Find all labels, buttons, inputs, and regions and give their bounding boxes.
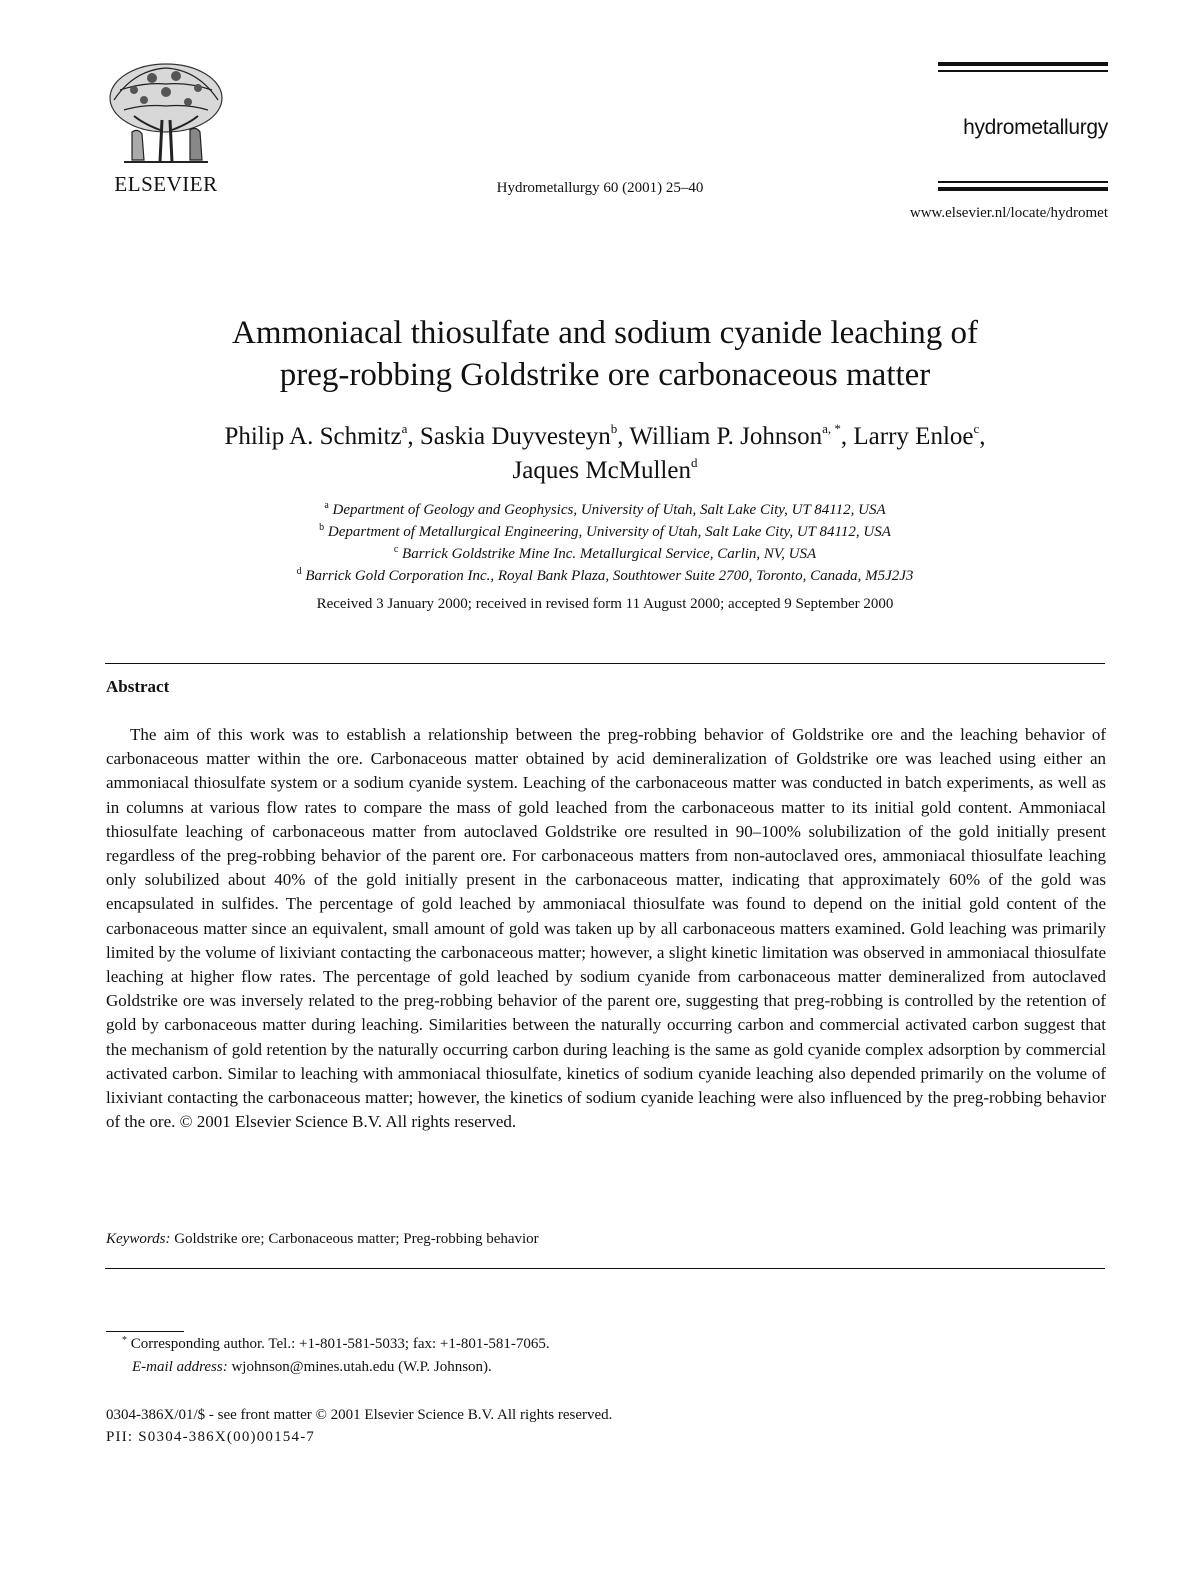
- affiliation-item: $^b$ Department of Metallurgical Engineering, University of Utah, Salt Lake City, UT 84112, USA: [319, 522, 891, 540]
- article-title: [100, 312, 1110, 396]
- affiliation-item: $^c$ Barrick Goldstrike Mine Inc. Metallurgical Service, Carlin, NV, USA: [393, 544, 817, 562]
- author-affiliation-mark: c: [973, 421, 980, 436]
- journal-url[interactable]: www.elsevier.nl/locate/hydromet: [909, 205, 1108, 221]
- pii-line: PII: S0304-386X(00)00154-7: [106, 1429, 316, 1445]
- email-footnote: [132, 1359, 492, 1376]
- author-list: Philip A. Schmitz$^a$, Saskia Duyvesteyn$^b$, William P. Johnson$^{a, *}$, Larry Enloe$^c$, Jaques McMullen$^d$: [224, 421, 986, 484]
- email-label: E-mail address:: [132, 1359, 228, 1375]
- journal-citation: Hydrometallurgy 60 (2001) 25–40: [496, 180, 704, 196]
- journal-rule-top: [938, 62, 1108, 72]
- received-dates: Received 3 January 2000; received in revised form 11 August 2000; accepted 9 September 2000: [316, 596, 894, 612]
- divider: [105, 1268, 1105, 1269]
- author-affiliation-mark: a: [401, 421, 408, 436]
- author-name: Saskia Duyvesteyn: [419, 423, 611, 450]
- abstract-body: The aim of this work was to establish a relationship between the preg-robbing behavior of Goldstrike ore and the leaching behavior of carbonaceous matter within the ore. Carbonaceous matter obtained by acid demineralization of Goldstrike ore was leached using either an ammoniacal thiosulfate system or a sodium cyanide system. Leaching of the carbonaceous matter was conducted in batch experiments, as well as in columns at various flow rates to compare the mass of gold leached from the carbonaceous matter to its initial gold content. Ammoniacal thiosulfate leaching of carbonaceous matter from autoclaved Goldstrike ore resulted in 90–100% solubilization of the gold initially present regardless of the preg-robbing behavior of the parent ore. For carbonaceous matters from non-autoclaved ores, ammoniacal thiosulfate leaching only solubilized about 40% of the gold initially present in the carbonaceous matter, indicating that approximately 60% of the gold was encapsulated in sulfides. The percentage of gold leached by ammoniacal thiosulfate was found to depend on the initial gold content of the carbonaceous matter since an equivalent, small amount of gold was taken up by all carbonaceous matters examined. Gold leaching was primarily limited by the volume of lixiviant contacting the carbonaceous matter; however, a slight kinetic limitation was observed in ammoniacal thiosulfate leaching at higher flow rates. The percentage of gold leached by sodium cyanide from carbonaceous matter demineralized from autoclaved Goldstrike ore was inversely related to the preg-robbing behavior of the parent ore, suggesting that preg-robbing is controlled by the retention of gold by carbonaceous matter during leaching. Similarities between the naturally occurring carbon and commercial activated carbon suggest that the mechanism of gold retention by the naturally occurring carbon during leaching is the same as gold cyanide complex adsorption by commercial activated carbon. Similar to leaching with ammoniacal thiosulfate, kinetics of sodium cyanide leaching also depended primarily on the volume of lixiviant contacting the carbonaceous matter; however, the kinetics of sodium cyanide leaching were also influenced by the preg-robbing behavior of the ore. © 2001 Elsevier Science B.V. All rights reserved.: [106, 725, 1106, 1132]
- author-affiliation-mark: d: [690, 455, 698, 470]
- title-line-2: preg-robbing Goldstrike ore carbonaceous matter: [279, 357, 931, 393]
- copyright-line: 0304-386X/01/$ - see front matter © 2001 Elsevier Science B.V. All rights reserved.: [106, 1407, 613, 1423]
- author-name: Larry Enloe: [853, 423, 974, 450]
- keywords-label: Keywords:: [106, 1231, 171, 1247]
- email-address[interactable]: wjohnson@mines.utah.edu (W.P. Johnson).: [231, 1359, 492, 1375]
- author-name: Jaques McMullen: [512, 457, 691, 484]
- keywords-list: Goldstrike ore; Carbonaceous matter; Preg-robbing behavior: [174, 1231, 539, 1247]
- journal-name: hydrometallurgy: [963, 116, 1108, 139]
- author-name: William P. Johnson: [629, 423, 823, 450]
- keywords: [106, 1231, 1106, 1248]
- journal-rule-bottom: [938, 181, 1108, 191]
- footnote-rule: [106, 1331, 184, 1332]
- divider: [105, 663, 1105, 664]
- affiliation-list: [100, 499, 1110, 587]
- affiliation-item: $^a$ Department of Geology and Geophysics, University of Utah, Salt Lake City, UT 84112, USA: [324, 500, 886, 518]
- author-affiliation-mark: a, *: [822, 421, 841, 436]
- publisher-name: ELSEVIER: [114, 172, 218, 196]
- title-line-1: Ammoniacal thiosulfate and sodium cyanide leaching of: [232, 315, 978, 351]
- affiliation-item: $^d$ Barrick Gold Corporation Inc., Royal Bank Plaza, Southtower Suite 2700, Toronto, Canada, M5J2J3: [296, 566, 914, 584]
- author-name: Philip A. Schmitz: [224, 423, 402, 450]
- corresponding-author-footnote: * Corresponding author. Tel.: +1-801-581-5033; fax: +1-801-581-7065.: [122, 1335, 550, 1352]
- author-affiliation-mark: b: [610, 421, 618, 436]
- abstract-heading: Abstract: [106, 677, 170, 696]
